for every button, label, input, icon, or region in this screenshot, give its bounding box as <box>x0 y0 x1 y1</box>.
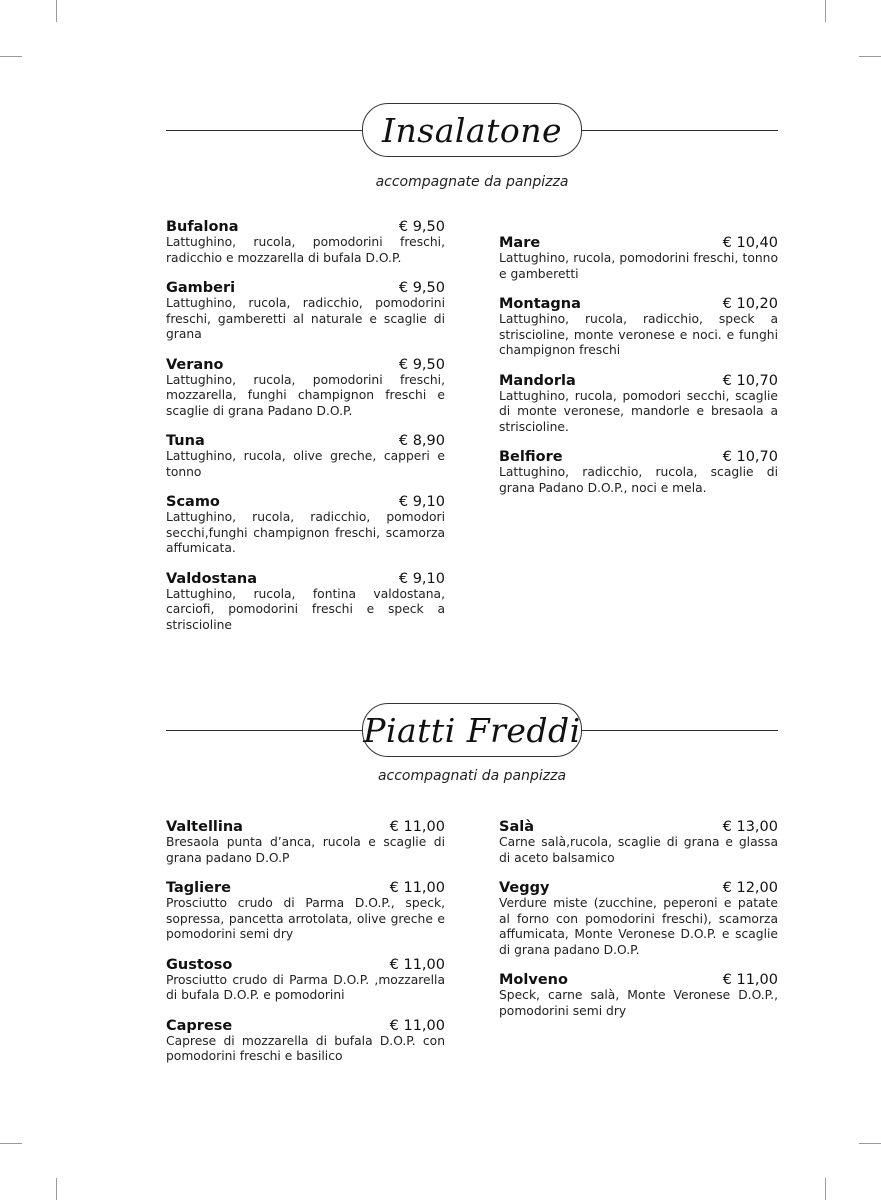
menu-column-right <box>499 819 778 1033</box>
menu-item <box>166 880 445 943</box>
dish-description: Lattughino, rucola, radicchio, speck a striscioline, monte veronese e noci. e funghi champignon freschi <box>499 312 778 357</box>
header-rule <box>580 730 778 731</box>
menu-item-header <box>499 449 778 465</box>
dish-description: Lattughino, rucola, pomodori secchi, scaglie di monte veronese, mandorle e bresaola a striscioline. <box>499 388 778 434</box>
dish-description: Lattughino, radicchio, rucola, scaglie di grana Padano D.O.P., noci e mela. <box>499 465 778 495</box>
dish-name: Molveno <box>499 972 568 988</box>
dish-name: Veggy <box>499 880 550 896</box>
menu-item <box>166 219 445 266</box>
dish-description: Prosciutto crudo di Parma D.O.P., speck, sopressa, pancetta arrotolata, olive greche e pomodorini semi dry <box>166 896 445 941</box>
dish-description: Speck, carne salà, Monte Veronese D.O.P., pomodorini semi dry <box>499 988 778 1018</box>
dish-description: Lattughino, rucola, fontina valdostana, carciofi, pomodorini freschi e speck a striscioline <box>166 586 445 632</box>
menu-item <box>499 972 778 1019</box>
dish-description: Caprese di mozzarella di bufala D.O.P. con pomodorini freschi e basilico <box>166 1033 445 1063</box>
crop-mark <box>0 1143 22 1144</box>
menu-column-left <box>166 219 445 647</box>
menu-item <box>166 571 445 634</box>
dish-price: € 11,00 <box>722 972 778 988</box>
crop-mark <box>859 56 881 57</box>
menu-item <box>166 494 445 557</box>
dish-price: € 9,50 <box>398 280 445 296</box>
dish-price: € 9,50 <box>398 356 445 373</box>
dish-name: Montagna <box>499 296 581 312</box>
dish-description: Lattughino, rucola, pomodorini freschi, tonno e gamberetti <box>499 251 778 281</box>
crop-mark <box>825 0 826 22</box>
header-rule <box>166 130 364 131</box>
dish-name: Bufalona <box>166 219 239 235</box>
menu-item-header <box>499 373 778 389</box>
menu-item-header <box>166 819 445 835</box>
crop-mark <box>0 56 22 57</box>
menu-item-header <box>166 219 445 235</box>
dish-description: Lattughino, rucola, radicchio, pomodorini freschi, gamberetti al naturale e scaglie di grana <box>166 296 445 341</box>
dish-description: Lattughino, rucola, pomodorini freschi, mozzarella, funghi champignon freschi e scaglie di grana Padano D.O.P. <box>166 372 445 418</box>
menu-item-header <box>166 1018 445 1034</box>
dish-description: Lattughino, rucola, olive greche, capperi e tonno <box>166 449 445 479</box>
menu-column-left <box>166 819 445 1079</box>
menu-item <box>499 296 778 359</box>
dish-name: Gustoso <box>166 956 233 973</box>
dish-price: € 11,00 <box>389 1017 445 1034</box>
dish-name: Belfiore <box>499 449 563 465</box>
section-title: Insalatone <box>362 103 582 157</box>
header-rule <box>580 130 778 131</box>
dish-name: Valdostana <box>166 570 257 587</box>
crop-mark <box>56 0 57 22</box>
menu-item <box>166 819 445 866</box>
dish-name: Tuna <box>166 433 205 449</box>
menu-item-header <box>166 357 445 373</box>
section-subtitle: accompagnati da panpizza <box>377 768 567 784</box>
section-header-insalatone <box>166 103 778 157</box>
dish-description: Carne salà,rucola, scaglie di grana e glassa di aceto balsamico <box>499 835 778 865</box>
dish-price: € 10,70 <box>722 372 778 389</box>
dish-name: Scamo <box>166 494 220 510</box>
menu-item-header <box>166 957 445 973</box>
dish-price: € 10,20 <box>722 296 778 312</box>
dish-name: Gamberi <box>166 280 236 296</box>
dish-name: Mare <box>499 235 541 251</box>
menu-item-header <box>499 880 778 896</box>
menu-item-header <box>166 433 445 449</box>
menu-item <box>499 373 778 436</box>
dish-description: Lattughino, rucola, pomodorini freschi, radicchio e mozzarella di bufala D.O.P. <box>166 235 445 265</box>
menu-item-header <box>499 972 778 988</box>
menu-item <box>166 433 445 480</box>
menu-item-header <box>499 235 778 251</box>
section-title: Piatti Freddi <box>362 703 582 757</box>
section-header-piatti-freddi <box>166 703 778 757</box>
menu-item-header <box>166 494 445 510</box>
dish-price: € 10,40 <box>722 235 778 251</box>
dish-price: € 9,10 <box>398 570 445 587</box>
dish-name: Caprese <box>166 1017 233 1034</box>
menu-item <box>499 819 778 866</box>
menu-item <box>166 280 445 343</box>
menu-item-header <box>499 296 778 312</box>
menu-item <box>499 449 778 496</box>
menu-item-header <box>166 280 445 296</box>
dish-name: Valtellina <box>166 819 243 835</box>
dish-price: € 13,00 <box>722 819 778 835</box>
menu-item <box>499 880 778 958</box>
header-rule <box>166 730 364 731</box>
section-subtitle: accompagnate da panpizza <box>375 174 569 190</box>
dish-description: Prosciutto crudo di Parma D.O.P. ,mozzarella di bufala D.O.P. e pomodorini <box>166 972 445 1002</box>
dish-name: Salà <box>499 819 534 835</box>
menu-item-header <box>499 819 778 835</box>
dish-price: € 11,00 <box>389 819 445 835</box>
menu-column-right <box>499 235 778 510</box>
menu-item <box>166 357 445 420</box>
dish-description: Bresaola punta d’anca, rucola e scaglie di grana padano D.O.P <box>166 835 445 865</box>
dish-name: Verano <box>166 356 224 373</box>
crop-mark <box>859 1143 881 1144</box>
crop-mark <box>825 1178 826 1200</box>
dish-description: Verdure miste (zucchine, peperoni e patate al forno con pomodorini freschi), scamorza affumicata, Monte Veronese D.O.P. e scaglie di grana padano D.O.P. <box>499 896 778 957</box>
menu-item <box>166 957 445 1004</box>
menu-item-header <box>166 880 445 896</box>
dish-price: € 12,00 <box>722 880 778 896</box>
menu-item-header <box>166 571 445 587</box>
dish-description: Lattughino, rucola, radicchio, pomodori secchi,funghi champignon freschi, scamorza affumicata. <box>166 510 445 555</box>
dish-name: Mandorla <box>499 372 576 389</box>
dish-price: € 11,00 <box>389 956 445 973</box>
menu-item <box>499 235 778 282</box>
dish-price: € 8,90 <box>398 433 445 449</box>
menu-item <box>166 1018 445 1065</box>
dish-price: € 9,10 <box>398 494 445 510</box>
crop-mark <box>56 1178 57 1200</box>
dish-name: Tagliere <box>166 880 231 896</box>
dish-price: € 10,70 <box>722 449 778 465</box>
dish-price: € 11,00 <box>389 880 445 896</box>
dish-price: € 9,50 <box>398 219 445 235</box>
